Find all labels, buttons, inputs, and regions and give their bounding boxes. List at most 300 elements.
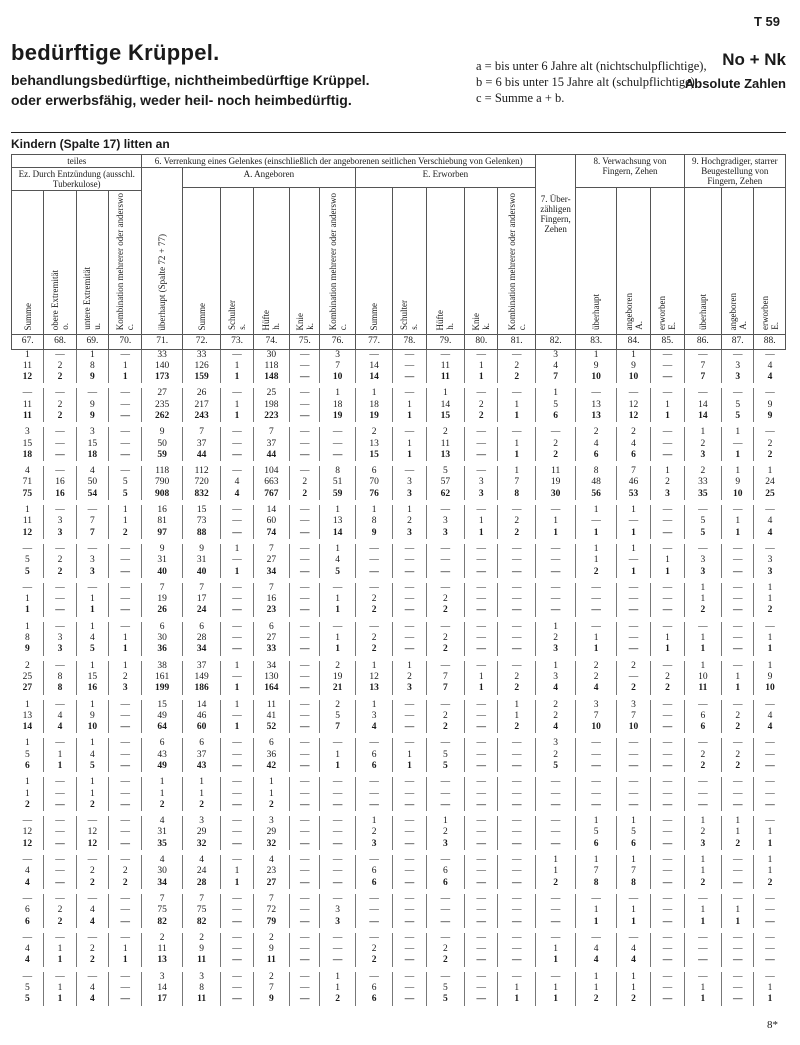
table-cell: 1 (498, 439, 535, 450)
table-cell: — (393, 583, 426, 594)
table-cell: — (684, 700, 721, 711)
table-cell: 34 (253, 661, 289, 672)
column-number: 87. (722, 335, 754, 349)
table-cell: — (498, 388, 535, 399)
table-cell: — (684, 789, 721, 800)
header-left (11, 40, 451, 110)
table-cell: 1 (44, 994, 76, 1005)
table-cell: 104 (253, 466, 289, 477)
table-cell: — (393, 827, 426, 838)
table-cell: 6 (253, 738, 289, 749)
table-cell: — (651, 878, 684, 889)
table-cell: — (320, 866, 355, 877)
table-cell: 2 (44, 411, 76, 422)
table-cell: 3 (465, 489, 498, 500)
table-cell: 1 (754, 983, 786, 994)
table-cell: 2 (754, 878, 786, 889)
table-cell: — (221, 555, 253, 566)
table-cell: 3 (393, 528, 426, 539)
table-cell: 1 (684, 866, 721, 877)
table-row (12, 555, 786, 566)
table-cell: 1 (616, 983, 650, 994)
table-cell: 27 (253, 555, 289, 566)
table-cell: 2 (576, 994, 616, 1005)
table-cell: — (290, 855, 320, 866)
table-cell: — (616, 800, 650, 811)
table-cell: 30 (142, 633, 182, 644)
table-cell: 2 (754, 439, 786, 450)
table-cell: — (576, 605, 616, 616)
table-cell: — (109, 777, 142, 788)
table-cell: 1 (465, 372, 498, 383)
table-cell: — (221, 427, 253, 438)
table-cell: 21 (320, 683, 355, 694)
table-cell: 9 (722, 477, 754, 488)
table-cell: — (684, 972, 721, 983)
table-cell: 7 (426, 672, 464, 683)
table-cell: — (498, 738, 535, 749)
table-cell: 32 (182, 839, 220, 850)
column-number: 79. (426, 335, 464, 349)
table-cell: 6 (576, 839, 616, 850)
table-cell: — (465, 388, 498, 399)
table-cell: — (426, 661, 464, 672)
table-cell: 43 (142, 750, 182, 761)
table-cell: — (355, 917, 392, 928)
table-cell: — (44, 622, 76, 633)
table-cell: — (616, 605, 650, 616)
table-cell: 29 (182, 827, 220, 838)
table-cell: 12 (22, 827, 33, 838)
table-cell: — (221, 777, 253, 788)
table-cell: 2 (498, 516, 535, 527)
table-cell: — (754, 388, 786, 399)
table-cell: 5 (722, 411, 754, 422)
table-row (12, 450, 786, 461)
table-cell: 5 (426, 761, 464, 772)
table-cell: 2 (754, 450, 786, 461)
table-cell: 2 (576, 427, 616, 438)
column-number: 78. (393, 335, 426, 349)
table-cell: 1 (535, 866, 575, 877)
table-cell: 1 (253, 777, 289, 788)
table-cell: — (109, 466, 142, 477)
table-cell: 1 (221, 700, 253, 711)
table-cell: — (393, 944, 426, 955)
header-line-2: oder erwerbsfähig, weder heil- noch heimbedürftig. (11, 92, 352, 108)
table-cell: 3 (76, 555, 108, 566)
table-cell: 1 (576, 983, 616, 994)
table-cell: — (393, 605, 426, 616)
table-cell: — (355, 789, 392, 800)
table-cell: — (722, 505, 754, 516)
table-cell: 15 (76, 672, 108, 683)
header-8-ueberhaupt: überhaupt (576, 188, 616, 335)
table-cell: 5 (25, 555, 30, 566)
table-cell: — (109, 622, 142, 633)
table-cell: — (651, 711, 684, 722)
table-cell: — (393, 878, 426, 889)
table-cell: — (465, 700, 498, 711)
table-cell: — (221, 738, 253, 749)
table-cell: — (393, 466, 426, 477)
table-cell: — (22, 855, 33, 866)
table-cell: 23 (253, 866, 289, 877)
table-cell: 14 (355, 372, 392, 383)
table-cell: 5 (25, 994, 30, 1005)
table-cell: 1 (320, 644, 355, 655)
table-cell: 16 (44, 489, 76, 500)
table-cell: — (465, 789, 498, 800)
table-cell: 2 (465, 411, 498, 422)
table-cell: — (290, 777, 320, 788)
column-number: 68. (44, 335, 76, 349)
table-cell: 1 (355, 700, 392, 711)
table-cell: 11 (22, 360, 32, 371)
table-cell: — (651, 516, 684, 527)
table-cell: 3 (754, 567, 786, 578)
table-cell: — (426, 555, 464, 566)
table-cell: — (651, 800, 684, 811)
table-cell: 9 (76, 711, 108, 722)
header-9-erworben: erworbenE. (754, 188, 786, 335)
table-cell: 4 (44, 722, 76, 733)
header-ez-summe: Summe (12, 191, 44, 335)
table-cell: — (576, 750, 616, 761)
table-cell: 25 (253, 388, 289, 399)
column-number: 70. (109, 335, 142, 349)
table-row (12, 544, 786, 555)
table-cell: 6 (355, 466, 392, 477)
table-cell: 1 (221, 411, 253, 422)
table-cell: — (498, 866, 535, 877)
table-cell: 3 (355, 711, 392, 722)
table-cell: — (426, 933, 464, 944)
table-row (12, 878, 786, 889)
table-cell: 12 (616, 411, 650, 422)
table-cell: 3 (109, 683, 142, 694)
header-ez: Ez. Durch Entzündung (ausschl. Tuberkulose) (12, 168, 142, 191)
table-cell: — (651, 761, 684, 772)
table-cell: 40 (182, 567, 220, 578)
table-cell: — (320, 789, 355, 800)
table-cell: 130 (253, 672, 289, 683)
table-cell: — (498, 349, 535, 361)
table-cell: 10 (616, 722, 650, 733)
col7-label: 7. Über-zähligen Fingern, Zehen (540, 194, 571, 234)
table-cell: 46 (182, 711, 220, 722)
table-cell: — (722, 567, 754, 578)
table-cell: 34 (142, 878, 182, 889)
table-cell: 1 (25, 621, 30, 632)
table-cell: 6 (355, 866, 392, 877)
table-cell: 2 (320, 700, 355, 711)
header-e-schulter: Schulters. (393, 188, 426, 335)
header-col9: 9. Hochgradiger, starrer Beugestellung von Fingern, Zehen (684, 155, 785, 188)
table-cell: 1 (393, 505, 426, 516)
table-cell: 1 (754, 644, 786, 655)
table-cell: — (109, 933, 142, 944)
table-cell: 1 (25, 788, 30, 799)
table-cell: 7 (576, 866, 616, 877)
table-cell: 1 (651, 633, 684, 644)
table-cell: 1 (535, 944, 575, 955)
table-cell: — (651, 605, 684, 616)
header-line-1: behandlungsbedürftige, nichtheimbedürftige Krüppel. (11, 72, 370, 88)
table-cell: 10 (76, 722, 108, 733)
table-cell: — (109, 605, 142, 616)
table-cell: — (651, 505, 684, 516)
table-cell: 8 (576, 466, 616, 477)
table-cell: 2 (754, 605, 786, 616)
table-cell: 1 (109, 644, 142, 655)
table-cell: 4 (25, 877, 30, 888)
table-cell: — (651, 983, 684, 994)
table-cell: — (221, 644, 253, 655)
table-cell: 3 (355, 839, 392, 850)
column-number: 80. (465, 335, 498, 349)
table-cell: 4 (754, 361, 786, 372)
table-cell: — (109, 722, 142, 733)
table-cell: 4 (142, 855, 182, 866)
table-cell: — (221, 827, 253, 838)
table-cell: 10 (684, 672, 721, 683)
table-cell: — (684, 544, 721, 555)
table-cell: — (221, 816, 253, 827)
table-cell: 4 (535, 683, 575, 694)
table-cell: — (355, 349, 392, 361)
table-cell: — (535, 917, 575, 928)
table-cell: — (221, 633, 253, 644)
table-cell: — (320, 878, 355, 889)
table-cell: 13 (142, 955, 182, 966)
table-cell: 1 (393, 661, 426, 672)
table-cell: 2 (355, 633, 392, 644)
table-cell: — (290, 738, 320, 749)
table-cell: 7 (253, 983, 289, 994)
table-cell: — (616, 761, 650, 772)
table-cell: 149 (182, 672, 220, 683)
table-cell: 3 (535, 672, 575, 683)
table-cell: — (722, 555, 754, 566)
table-cell: 1 (393, 761, 426, 772)
table-cell: 1 (221, 372, 253, 383)
table-cell: — (393, 905, 426, 916)
table-cell: — (498, 816, 535, 827)
table-cell: — (465, 450, 498, 461)
table-cell: 52 (253, 722, 289, 733)
table-cell: 7 (76, 528, 108, 539)
table-cell: — (290, 972, 320, 983)
table-cell: — (651, 894, 684, 905)
table-cell: 7 (182, 583, 220, 594)
table-cell: — (221, 972, 253, 983)
table-cell: 24 (754, 477, 786, 488)
table-cell: — (76, 855, 108, 866)
table-cell: — (221, 672, 253, 683)
table-cell: — (498, 661, 535, 672)
table-cell: — (498, 633, 535, 644)
table-cell: 2 (182, 800, 220, 811)
statistics-table-wrapper (11, 154, 786, 1006)
table-cell: 14 (684, 411, 721, 422)
table-cell: 82 (142, 917, 182, 928)
table-cell: 75 (22, 488, 33, 499)
table-cell: 2 (722, 761, 754, 772)
table-cell: — (754, 816, 786, 827)
table-row (12, 761, 786, 772)
table-cell: — (465, 594, 498, 605)
table-cell: — (465, 905, 498, 916)
header-col6: 6. Verrenkung eines Gelenkes (einschließlich der angeborenen seitlichen Verschiebung von Gelenken) (142, 155, 536, 168)
table-cell: 13 (355, 439, 392, 450)
table-cell: — (684, 800, 721, 811)
table-cell: 2 (393, 672, 426, 683)
table-cell: 1 (320, 505, 355, 516)
table-cell: 2 (426, 944, 464, 955)
table-cell: — (754, 349, 786, 361)
table-cell: — (44, 594, 76, 605)
table-cell: — (109, 738, 142, 749)
table-cell: 7 (253, 427, 289, 438)
table-cell: 2 (355, 944, 392, 955)
table-cell: 1 (684, 816, 721, 827)
table-cell: — (498, 933, 535, 944)
table-cell: — (393, 839, 426, 850)
table-cell: 2 (44, 400, 76, 411)
table-cell: 198 (253, 400, 289, 411)
table-row (12, 672, 786, 683)
table-cell: 7 (182, 427, 220, 438)
table-cell: 19 (320, 672, 355, 683)
table-cell: — (109, 450, 142, 461)
table-cell: — (498, 839, 535, 850)
table-cell: — (722, 644, 754, 655)
table-cell: 14 (142, 983, 182, 994)
table-cell: — (290, 349, 320, 361)
table-cell: — (355, 777, 392, 788)
table-cell: — (290, 905, 320, 916)
table-cell: — (109, 700, 142, 711)
table-cell: — (109, 594, 142, 605)
table-cell: — (535, 816, 575, 827)
table-cell: 2 (44, 905, 76, 916)
table-cell: 31 (182, 555, 220, 566)
table-cell: 173 (142, 372, 182, 383)
table-cell: — (465, 505, 498, 516)
table-cell: 1 (465, 361, 498, 372)
table-cell: 7 (535, 372, 575, 383)
table-cell: 118 (142, 466, 182, 477)
table-cell: 1 (754, 827, 786, 838)
table-cell: — (221, 528, 253, 539)
column-number: 86. (684, 335, 721, 349)
table-cell: 2 (355, 644, 392, 655)
table-cell: — (498, 555, 535, 566)
table-cell: 5 (25, 749, 30, 760)
table-cell: 15 (76, 439, 108, 450)
table-cell: — (221, 955, 253, 966)
table-cell: 56 (576, 489, 616, 500)
table-cell: 2 (535, 633, 575, 644)
table-cell: 1 (44, 983, 76, 994)
table-cell: — (290, 555, 320, 566)
table-cell: — (616, 672, 650, 683)
table-cell: 4 (76, 466, 108, 477)
table-cell: 5 (25, 983, 30, 994)
table-cell: 1 (722, 816, 754, 827)
table-cell: 5 (426, 750, 464, 761)
table-cell: 4 (25, 866, 30, 877)
table-cell: — (498, 605, 535, 616)
table-cell: — (498, 750, 535, 761)
table-cell: 7 (76, 516, 108, 527)
table-cell: 6 (25, 905, 30, 916)
table-cell: 1 (44, 750, 76, 761)
table-cell: 1 (684, 917, 721, 928)
table-cell: — (355, 622, 392, 633)
table-cell: — (684, 388, 721, 399)
table-cell: — (465, 661, 498, 672)
table-cell: 36 (253, 750, 289, 761)
table-cell: — (722, 544, 754, 555)
table-cell: — (722, 983, 754, 994)
table-cell: — (576, 800, 616, 811)
table-cell: 2 (651, 477, 684, 488)
table-cell: 4 (754, 516, 786, 527)
table-cell: — (616, 388, 650, 399)
table-cell: — (393, 955, 426, 966)
table-cell: — (722, 583, 754, 594)
table-cell: — (576, 738, 616, 749)
table-cell: — (576, 777, 616, 788)
table-cell: — (722, 700, 754, 711)
table-cell: 2 (426, 827, 464, 838)
table-cell: — (44, 894, 76, 905)
table-cell: 57 (426, 477, 464, 488)
table-cell: 16 (142, 505, 182, 516)
table-cell: — (221, 349, 253, 361)
table-cell: 2 (426, 594, 464, 605)
table-cell: — (290, 622, 320, 633)
table-cell: 2 (722, 722, 754, 733)
table-cell: 2 (426, 605, 464, 616)
table-cell: — (109, 917, 142, 928)
table-cell: — (290, 700, 320, 711)
table-cell: 6 (535, 411, 575, 422)
table-cell: 2 (109, 866, 142, 877)
table-cell: 148 (253, 372, 289, 383)
table-cell: 49 (142, 711, 182, 722)
table-cell: 10 (320, 372, 355, 383)
table-cell: — (393, 427, 426, 438)
table-cell: — (290, 661, 320, 672)
table-cell: 15 (142, 700, 182, 711)
table-cell: 19 (320, 411, 355, 422)
table-cell: — (465, 738, 498, 749)
table-cell: 1 (754, 866, 786, 877)
table-cell: 1 (355, 505, 392, 516)
table-cell: 32 (253, 839, 289, 850)
table-cell: — (76, 544, 108, 555)
table-cell: 25 (754, 489, 786, 500)
table-cell: 2 (576, 672, 616, 683)
table-cell: 6 (426, 878, 464, 889)
table-cell: — (290, 466, 320, 477)
table-cell: 29 (253, 827, 289, 838)
table-cell: 1 (109, 372, 142, 383)
table-cell: 1 (465, 516, 498, 527)
